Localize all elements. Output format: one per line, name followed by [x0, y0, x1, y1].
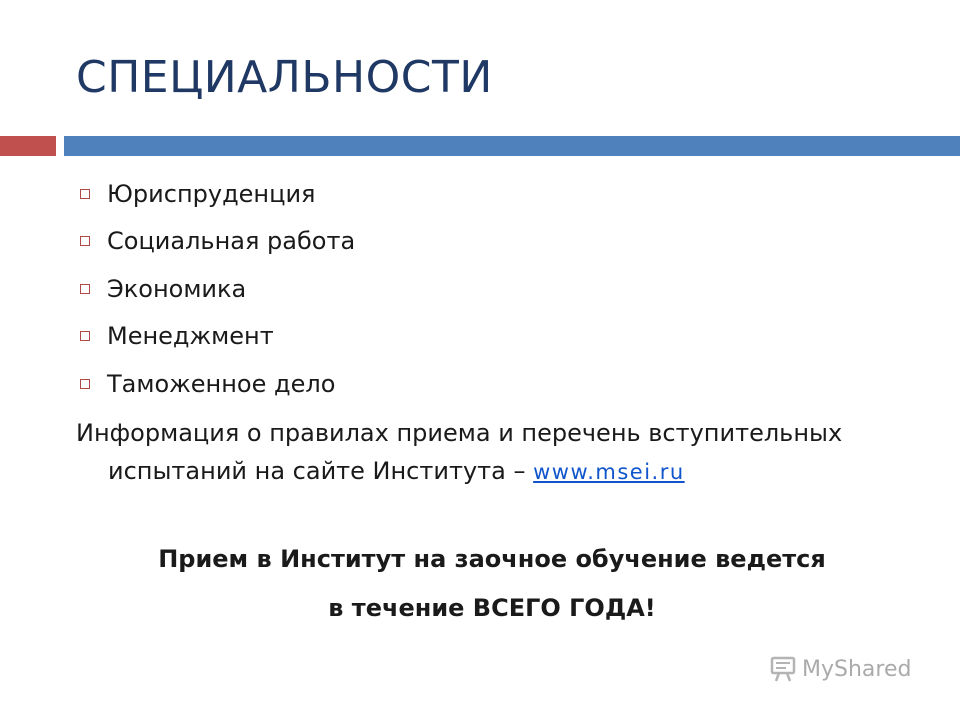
square-bullet-icon: [80, 236, 90, 246]
list-item-label: Таможенное дело: [107, 369, 336, 398]
institute-website-link[interactable]: www.msei.ru: [533, 460, 685, 484]
myshared-watermark: [768, 654, 911, 684]
list-item-label: Социальная работа: [107, 227, 356, 256]
list-item-label: Юриспруденция: [107, 179, 316, 208]
admission-info-text: Информация о правилах приема и перечень вступительных испытаний на сайте Института –: [76, 419, 843, 485]
watermark-text: MyShared: [802, 656, 912, 682]
title-divider-blue: [64, 136, 960, 156]
square-bullet-icon: [80, 331, 90, 341]
list-item-label: Менеджмент: [107, 322, 274, 351]
list-item: [76, 218, 355, 266]
list-item: [76, 265, 355, 313]
enrollment-notice-line-2: в течение ВСЕГО ГОДА!: [328, 594, 656, 622]
list-item: [76, 313, 355, 361]
admission-info: [76, 414, 908, 491]
square-bullet-icon: [80, 189, 90, 199]
enrollment-notice-line-1: Прием в Институт на заочное обучение ведется: [158, 545, 826, 573]
square-bullet-icon: [80, 379, 90, 389]
specialty-list: [76, 170, 355, 408]
list-item-label: Экономика: [107, 274, 247, 303]
square-bullet-icon: [80, 284, 90, 294]
title-divider-red: [0, 136, 56, 156]
presentation-board-icon: [768, 654, 798, 684]
list-item: [76, 170, 355, 218]
slide-title: СПЕЦИАЛЬНОСТИ: [76, 52, 493, 103]
list-item: [76, 360, 355, 408]
